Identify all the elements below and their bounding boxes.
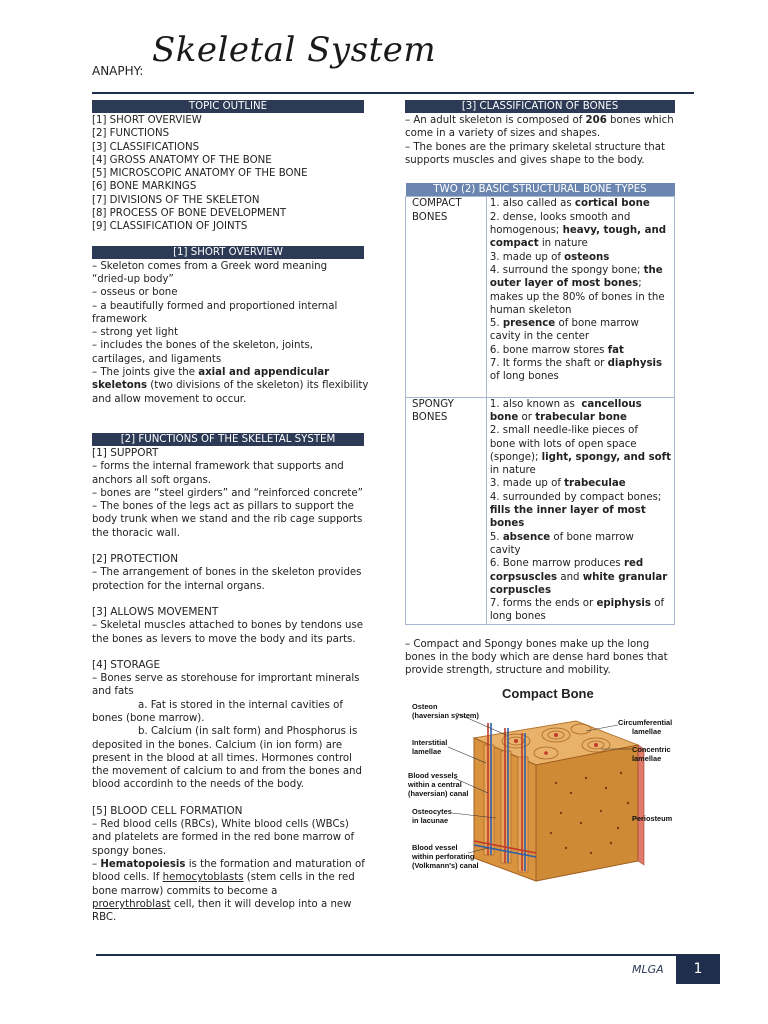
text-line: – Skeleton comes from a Greek word meaning <box>92 260 328 272</box>
text-line: makes up the 80% of bones in the <box>489 291 665 303</box>
label-osteocytes: Osteocytes <box>412 807 452 816</box>
bold-term: bone <box>489 411 519 423</box>
text-line: come in a variety of sizes and shapes. <box>405 128 601 140</box>
label-line: SPONGY <box>412 398 454 410</box>
label-osteon-sub: (haversian system) <box>412 711 479 720</box>
text-line: framework <box>92 313 147 325</box>
text-run: – An adult skeleton is composed of <box>405 115 586 126</box>
bone-types-table <box>405 183 675 625</box>
text-run: ; <box>638 278 642 290</box>
text-line: provide strength, structure and mobility. <box>405 665 611 677</box>
text-line <box>490 344 671 357</box>
text-line: – Bones serve as storehouse for imprortant minerals <box>92 673 360 685</box>
text-line: spongy bones. <box>92 845 167 857</box>
figure-title: Compact Bone <box>502 686 594 701</box>
outline-item: [4] GROSS ANATOMY OF THE BONE <box>92 154 272 166</box>
functions-text <box>92 447 364 925</box>
bold-term: bones <box>489 518 525 530</box>
table-row-spongy <box>406 397 675 624</box>
text-line: long bones <box>489 611 546 623</box>
compact-bone-illustration <box>406 683 678 883</box>
text-run: (sponge); <box>489 451 542 463</box>
classification-heading: [3] CLASSIFICATION OF BONES <box>405 100 675 113</box>
bold-term: corpsuscles <box>489 571 558 583</box>
text-line: cartilages, and ligaments <box>92 353 222 365</box>
bold-term: white granular <box>582 571 668 583</box>
text-line: present in the blood at all times. Hormones control <box>92 752 352 764</box>
label-circumferential-sub: lamellae <box>632 727 662 736</box>
text-line: and fats <box>92 686 134 698</box>
text-line: – forms the internal framework that supports and <box>92 461 344 473</box>
left-column <box>92 100 369 924</box>
bold-term: epiphysis <box>596 598 651 610</box>
footer-author: MLGA <box>632 963 664 976</box>
text-run: is the formation and maturation of <box>185 858 365 870</box>
text-line: bones (bone marrow). <box>92 712 205 724</box>
text-run: bones which <box>606 115 674 126</box>
outline-item: [6] BONE MARKINGS <box>92 181 197 193</box>
text-line <box>490 571 671 584</box>
text-run: of bone marrow <box>550 531 634 543</box>
text-line: cavity in the center <box>489 331 590 343</box>
text-line: RBC. <box>92 912 117 924</box>
text-line: 4. surrounded by compact bones; <box>489 491 662 503</box>
text-line: bone with lots of open space <box>489 438 637 450</box>
label-interstitial-sub: lamellae <box>412 747 442 756</box>
bold-term: outer layer of most bones <box>489 278 639 290</box>
text-line <box>490 277 671 290</box>
label-concentric-sub: lamellae <box>632 754 662 763</box>
after-table-text <box>405 638 675 678</box>
text-line: protection for the internal organs. <box>92 580 265 592</box>
label-interstitial: Interstitial <box>412 738 448 747</box>
text-line <box>490 264 671 277</box>
text-line: – Compact and Spongy bones make up the long <box>405 638 650 650</box>
text-run: 4. surround the spongy bone; <box>489 264 644 276</box>
text-line: – The arrangement of bones in the skeleton provides <box>92 567 362 579</box>
text-run: 3. made up of <box>489 251 565 263</box>
text-line: – bones are “steel girders” and “reinforced concrete” <box>92 487 363 499</box>
bold-term: skeletons <box>92 380 148 392</box>
compact-bone-figure <box>406 683 678 883</box>
label-vessels-sub2: (haversian) canal <box>408 789 469 798</box>
text-line <box>405 114 675 127</box>
text-line: the movement of calcium to and from the bones and <box>92 766 362 778</box>
text-line <box>490 584 671 597</box>
text-line: – The bones are the primary skeletal structure that <box>405 141 665 153</box>
header-divider <box>92 92 694 94</box>
text-line: a. Fat is stored in the internal cavities of <box>138 699 343 711</box>
text-run: 7. It forms the shaft or <box>489 358 608 370</box>
text-line: – strong yet light <box>92 327 179 339</box>
subsection-title: [4] STORAGE <box>92 658 161 671</box>
table-row-compact <box>406 197 675 397</box>
bold-term: Hematopoiesis <box>100 858 186 870</box>
bone-right-face <box>536 745 638 881</box>
subsection-title: [3] ALLOWS MOVEMENT <box>92 605 219 618</box>
text-line <box>490 517 671 530</box>
subsection-title: [5] BLOOD CELL FORMATION <box>92 804 243 817</box>
text-line <box>92 871 364 884</box>
text-line: anchors all soft organs. <box>92 474 212 486</box>
bold-term: cancellous <box>581 398 642 410</box>
label-line: BONES <box>412 411 448 423</box>
text-line: in nature <box>489 465 536 477</box>
bold-term: trabeculae <box>564 478 626 490</box>
text-line <box>490 317 671 330</box>
bold-term: heavy, tough, and <box>562 225 667 237</box>
functions-heading: [2] FUNCTIONS OF THE SKELETAL SYSTEM <box>92 433 364 446</box>
bold-term: osteons <box>564 251 610 263</box>
bold-term: cortical bone <box>574 198 650 210</box>
bold-term: red <box>623 558 644 570</box>
text-line <box>92 858 364 871</box>
text-line: bone marrow) commits to become a <box>92 885 278 897</box>
topic-outline <box>92 114 364 234</box>
label-vessel: Blood vessel <box>412 843 458 852</box>
text-line: cavity <box>489 544 521 556</box>
text-run: and <box>557 571 583 583</box>
text-run: – <box>92 858 101 870</box>
label-vessel-sub2: (Volkmann's) canal <box>412 861 479 870</box>
text-run: 5. <box>489 318 503 330</box>
bold-term: fat <box>607 344 624 356</box>
text-line: 2. dense, looks smooth and <box>489 211 631 223</box>
label-line: COMPACT <box>412 198 462 210</box>
text-run: 6. bone marrow stores <box>489 344 608 356</box>
text-run: blood cells. If <box>92 872 163 884</box>
table-heading: TWO (2) BASIC STRUCTURAL BONE TYPES <box>406 183 675 197</box>
outline-item: [3] CLASSIFICATIONS <box>92 141 200 153</box>
text-line: the bones as levers to move the body and its parts. <box>92 633 356 645</box>
text-line: b. Calcium (in salt form) and Phosphorus is <box>138 726 358 738</box>
text-run: 6. Bone marrow produces <box>489 558 624 570</box>
text-line: blood accordinh to the needs of the body. <box>92 779 305 791</box>
right-column <box>405 100 675 678</box>
text-run: 1. also known as <box>489 398 579 410</box>
outline-item: [9] CLASSIFICATION OF JOINTS <box>92 221 248 233</box>
text-line: “dried-up body” <box>92 273 174 285</box>
text-line: – osseus or bone <box>92 287 178 299</box>
text-line <box>92 379 369 392</box>
text-line <box>490 557 671 570</box>
text-run: cell, then it will develop into a new <box>170 898 352 910</box>
page-title: Skeletal System <box>152 30 437 70</box>
text-line <box>92 898 364 911</box>
table-label-cell <box>406 397 487 624</box>
outline-item: [8] PROCESS OF BONE DEVELOPMENT <box>92 208 287 220</box>
outline-item: [7] DIVISIONS OF THE SKELETON <box>92 194 260 206</box>
text-line <box>490 477 671 490</box>
text-run: 7. forms the ends or <box>489 598 597 610</box>
title-prefix: ANAPHY: <box>92 64 144 78</box>
subsection-title: [1] SUPPORT <box>92 446 159 459</box>
outline-item: [5] MICROSCOPIC ANATOMY OF THE BONE <box>92 168 308 180</box>
text-line <box>490 251 671 264</box>
text-line: body trunk when we stand and the rib cage supports <box>92 514 363 526</box>
text-run: of <box>650 598 665 610</box>
text-line: human skeleton <box>489 304 572 316</box>
text-line: and platelets are formed in the red bone marrow of <box>92 832 355 844</box>
text-line <box>490 411 671 424</box>
bold-term: axial and appendicular <box>198 367 330 379</box>
text-run: – The joints give the <box>92 367 199 379</box>
text-line: deposited in the bones. Calcium (in ion form) are <box>92 739 343 751</box>
page-number: 1 <box>676 954 720 984</box>
bold-term: the <box>643 264 663 276</box>
text-line: and allow movement to occur. <box>92 393 247 405</box>
text-run: or <box>518 411 536 423</box>
footer-divider <box>96 954 694 956</box>
subsection-title: [2] PROTECTION <box>92 553 179 566</box>
text-line <box>490 504 671 517</box>
text-line <box>490 237 671 250</box>
bold-term: fills the inner layer of most <box>489 505 646 517</box>
text-line: – The bones of the legs act as pillars to support the <box>92 501 354 513</box>
text-line: supports muscles and gives shape to the body. <box>405 154 645 166</box>
text-run: (stem cells in the red <box>243 872 355 884</box>
text-line: 2. small needle-like pieces of <box>489 425 638 437</box>
text-run: (two divisions of the skeleton) its flexibility <box>147 380 369 392</box>
label-vessels: Blood vessels <box>408 771 458 780</box>
outline-item: [2] FUNCTIONS <box>92 128 170 140</box>
text-run: of bone marrow <box>555 318 639 330</box>
text-line <box>490 357 671 370</box>
bold-term: diaphysis <box>607 358 663 370</box>
label-osteocytes-sub: in lacunae <box>412 816 449 825</box>
text-run: 3. made up of <box>489 478 565 490</box>
bold-term: light, spongy, and soft <box>541 451 671 463</box>
text-run: in nature <box>538 238 588 250</box>
text-line <box>92 366 364 379</box>
classification-text <box>405 114 675 167</box>
text-line: – includes the bones of the skeleton, joints, <box>92 340 313 352</box>
text-line: – Red blood cells (RBCs), White blood cells (WBCs) <box>92 819 349 831</box>
underlined-term: hemocytoblasts <box>162 872 244 884</box>
text-run: 5. <box>489 531 503 543</box>
text-line: – Skeletal muscles attached to bones by tendons use <box>92 620 364 632</box>
table-label-cell <box>406 197 487 397</box>
label-osteon: Osteon <box>412 702 438 711</box>
label-periosteum: Periosteum <box>632 814 673 823</box>
bold-term: compact <box>489 238 539 250</box>
outline-heading: TOPIC OUTLINE <box>92 100 364 113</box>
text-line <box>490 224 671 237</box>
underlined-term: proerythroblast <box>92 898 171 910</box>
text-line <box>490 197 671 210</box>
table-desc-cell <box>486 397 674 624</box>
text-line: of long bones <box>489 371 559 383</box>
text-run: 1. also called as <box>489 198 575 210</box>
text-line: the thoracic wall. <box>92 527 180 539</box>
text-line: – a beautifully formed and proportioned internal <box>92 300 338 312</box>
label-concentric: Concentric <box>632 745 671 754</box>
label-circumferential: Circumferential <box>618 718 673 727</box>
label-vessel-sub: within perforating <box>412 852 475 861</box>
outline-item: [1] SHORT OVERVIEW <box>92 115 202 126</box>
text-line <box>490 451 671 464</box>
text-run: homogenous; <box>489 225 563 237</box>
overview-heading: [1] SHORT OVERVIEW <box>92 246 364 259</box>
text-line <box>490 531 671 544</box>
text-line <box>490 597 671 610</box>
label-vessels-sub: within a central <box>408 780 462 789</box>
table-desc-cell <box>486 197 674 397</box>
bold-term: absence <box>502 531 551 543</box>
bold-term: 206 <box>585 115 607 126</box>
text-line: bones in the body which are dense hard bones that <box>405 651 668 663</box>
label-line: BONES <box>412 211 448 223</box>
overview-text <box>92 260 369 406</box>
bold-term: trabecular bone <box>535 411 627 423</box>
bold-term: corpuscles <box>489 584 552 596</box>
periosteum-layer <box>638 745 644 865</box>
text-line <box>490 398 671 411</box>
bold-term: presence <box>502 318 556 330</box>
